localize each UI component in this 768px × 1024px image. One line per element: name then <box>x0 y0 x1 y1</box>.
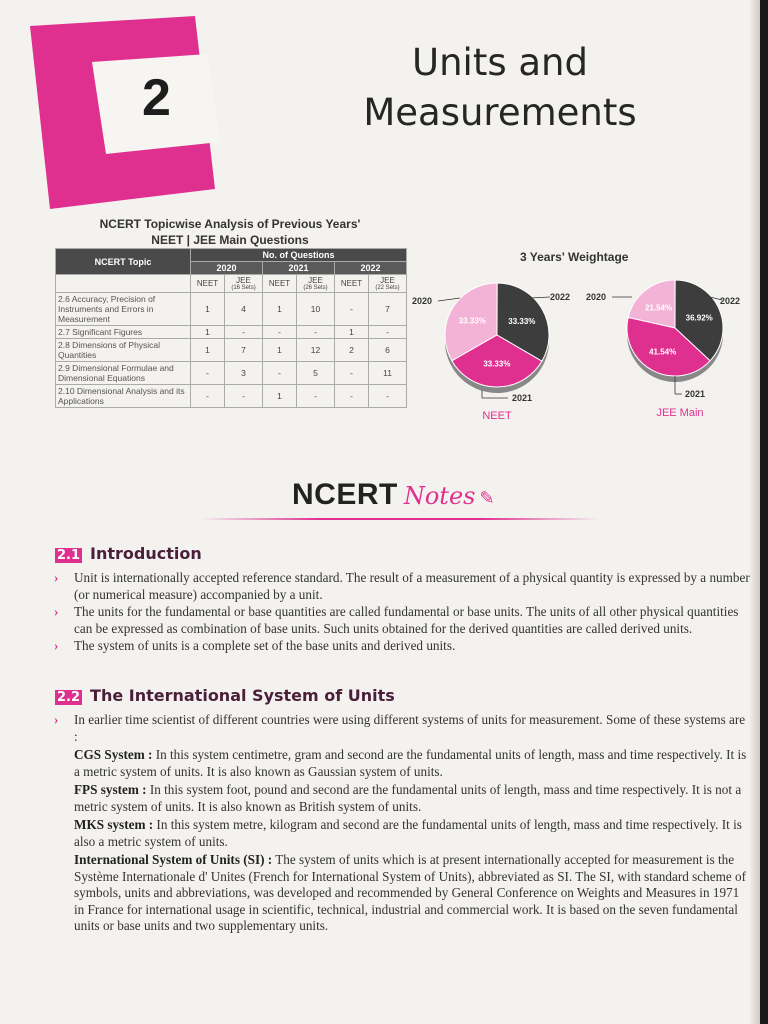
year-label: 2022 <box>549 292 570 302</box>
value-cell: - <box>262 326 296 339</box>
topic-cell: 2.10 Dimensional Analysis and its Applications <box>56 385 191 408</box>
table-row <box>56 362 407 385</box>
pie-slice-label: 33.33% <box>458 316 486 326</box>
value-cell: - <box>334 362 368 385</box>
weightage-title: 3 Years' Weightage <box>520 250 629 264</box>
value-cell: 1 <box>262 339 296 362</box>
section-title: Introduction <box>90 544 202 563</box>
header-year: 2020 <box>191 262 263 275</box>
value-cell: - <box>262 362 296 385</box>
year-label: 2020 <box>412 296 433 306</box>
list-item: › The system of units is a complete set of the base units and derived units. <box>52 638 752 655</box>
subheader: JEE (26 Sets) <box>297 275 335 293</box>
pie-slice-label: 41.54% <box>649 347 677 357</box>
system-cgs: CGS System : In this system centimetre, gram and second are the fundamental units of length, mass and time respectively. It is a metric system of units. It is also known as Gaussian system of units. <box>74 747 747 779</box>
value-cell: 7 <box>225 339 263 362</box>
value-cell: 1 <box>191 293 225 326</box>
system-mks: MKS system : In this system metre, kilogram and second are the fundamental units of length, mass and time respectively. It is also a metric system of units. <box>74 817 742 849</box>
value-cell: - <box>369 385 407 408</box>
value-cell: 12 <box>297 339 335 362</box>
chapter-title-line2: Measurements <box>363 91 637 134</box>
value-cell: - <box>297 326 335 339</box>
page-curl <box>750 0 760 1024</box>
value-cell: 2 <box>334 339 368 362</box>
value-cell: - <box>191 362 225 385</box>
table-row <box>56 326 407 339</box>
chapter-title <box>350 38 650 138</box>
section-heading <box>55 686 395 705</box>
system-si: International System of Units (SI) : The system of units which is at present internationally accepted for measurement is the Système Internationale d' Unites (French for International System of Units), abbreviated as SI. The SI, with standard scheme of symbols, units and abbreviations, was developed and recommended by General Conference on Weights and Measures in 1971 in France for international usage in scientific, technical, industrial and commercial work. It is based on the seven fundamental units or base units and two supplementary units. <box>74 852 746 933</box>
pie-slice-label: 33.33% <box>483 359 511 369</box>
year-label: 2021 <box>512 393 533 403</box>
intro-list <box>52 570 752 656</box>
value-cell: 4 <box>225 293 263 326</box>
header-year: 2022 <box>334 262 406 275</box>
section-number: 2.2 <box>57 690 81 705</box>
topic-cell: 2.8 Dimensions of Physical Quantities <box>56 339 191 362</box>
chapter-title-line1: Units and <box>412 41 588 84</box>
pie-slice-label: 21.54% <box>644 303 673 313</box>
header-topic: NCERT Topic <box>56 249 191 275</box>
value-cell: 1 <box>262 293 296 326</box>
weightage-pies <box>410 280 750 430</box>
value-cell: 1 <box>262 385 296 408</box>
value-cell: 1 <box>191 326 225 339</box>
subheader: NEET <box>262 275 296 293</box>
section-number: 2.1 <box>57 548 81 563</box>
notes-heading-ncert: NCERT <box>292 478 398 511</box>
value-cell: - <box>225 326 263 339</box>
analysis-table <box>55 248 407 408</box>
subheader: NEET <box>191 275 225 293</box>
value-cell: - <box>225 385 263 408</box>
notes-heading <box>292 478 495 512</box>
leader-line <box>438 298 460 301</box>
page-edge <box>760 0 768 1024</box>
value-cell: 11 <box>369 362 407 385</box>
value-cell: 5 <box>297 362 335 385</box>
pie-title-neet: NEET <box>482 410 512 422</box>
pen-icon: ✎ <box>479 488 495 508</box>
value-cell: 6 <box>369 339 407 362</box>
header-year: 2021 <box>262 262 334 275</box>
value-cell: - <box>297 385 335 408</box>
section-title: The International System of Units <box>90 686 395 705</box>
empty-cell <box>56 275 191 293</box>
value-cell: - <box>191 385 225 408</box>
chapter-number: 2 <box>142 69 171 127</box>
value-cell: 1 <box>191 339 225 362</box>
topic-cell: 2.9 Dimensional Formulae and Dimensional Equations <box>56 362 191 385</box>
list-item: › Unit is internationally accepted reference standard. The result of a measurement of a physical quantity is expressed by a number (or numerical measure) accompanied by a unit. <box>52 570 752 603</box>
year-label: 2022 <box>719 296 740 306</box>
notes-heading-script: Notes <box>403 482 476 510</box>
value-cell: 1 <box>334 326 368 339</box>
subheader: JEE (22 Sets) <box>369 275 407 293</box>
table-row <box>56 385 407 408</box>
si-intro: › In earlier time scientist of different countries were using different systems of units for measurement. Some of these systems are : <box>74 712 746 744</box>
topic-cell: 2.6 Accuracy, Precision of Instruments and Errors in Measurement <box>56 293 191 326</box>
value-cell: 7 <box>369 293 407 326</box>
notes-divider <box>200 518 600 520</box>
value-cell: - <box>369 326 407 339</box>
list-item <box>52 712 752 935</box>
table-row <box>56 293 407 326</box>
pie-slice-label: 36.92% <box>685 313 713 323</box>
year-label: 2021 <box>685 389 706 399</box>
value-cell: - <box>334 293 368 326</box>
year-label: 2020 <box>586 292 607 302</box>
table-row <box>56 339 407 362</box>
analysis-title <box>80 216 380 248</box>
analysis-title-line1: NCERT Topicwise Analysis of Previous Years' <box>99 217 361 231</box>
pie-slice-label: 33.33% <box>508 316 536 326</box>
si-list <box>52 712 752 937</box>
header-questions: No. of Questions <box>191 249 407 262</box>
value-cell: - <box>334 385 368 408</box>
pie-title-jee: JEE Main <box>656 407 704 419</box>
value-cell: 10 <box>297 293 335 326</box>
topic-cell: 2.7 Significant Figures <box>56 326 191 339</box>
section-heading <box>55 544 202 563</box>
list-item: › The units for the fundamental or base quantities are called fundamental or base units. The units of all other physical quantities can be expressed as combination of base units. Such units obtained for the derived quantities are called derived units. <box>52 604 752 637</box>
system-fps: FPS system : In this system foot, pound and second are the fundamental units of length, mass and time respectively. It is not a metric system of units. It is also known as British system of units. <box>74 782 742 814</box>
chapter-badge <box>30 14 230 214</box>
subheader: NEET <box>334 275 368 293</box>
subheader: JEE (16 Sets) <box>225 275 263 293</box>
analysis-title-line2: NEET | JEE Main Questions <box>151 233 309 247</box>
value-cell: 3 <box>225 362 263 385</box>
